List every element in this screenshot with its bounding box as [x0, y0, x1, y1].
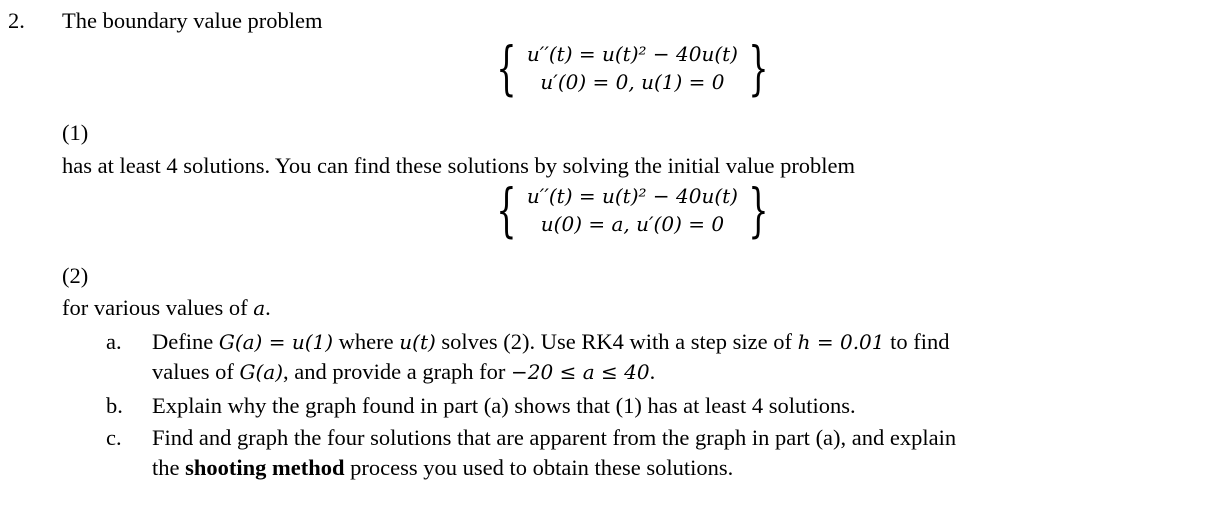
for-values-prefix: for various values of — [62, 295, 254, 320]
problem-number: 2. — [8, 8, 25, 33]
equation-2-line-1: u′′(t) = u(t)² − 40u(t) — [526, 184, 738, 208]
part-a-line-1 — [152, 327, 950, 357]
part-a-text: Define — [152, 329, 219, 354]
part-b-marker: b. — [106, 393, 123, 418]
equation-system-2 — [488, 176, 777, 244]
part-b-text: Explain why the graph found in part (a) shows that (1) has at least 4 solutions. — [152, 393, 856, 418]
part-a-text: where — [333, 329, 400, 354]
part-a-text: , and provide a graph for — [283, 359, 512, 384]
left-brace: { — [496, 34, 517, 102]
problem-sentence-2: has at least 4 solutions. You can find these solutions by solving the initial value problem — [62, 153, 856, 178]
for-values-line — [62, 293, 271, 323]
shooting-method-term: shooting method — [185, 455, 345, 480]
part-a-marker: a. — [106, 329, 122, 354]
right-brace: } — [748, 176, 769, 244]
equation-2-line-2: u(0) = a, u′(0) = 0 — [540, 212, 725, 236]
math-u-t: u(t) — [399, 330, 436, 354]
part-a-text: solves (2). Use RK4 with a step size of — [435, 329, 798, 354]
math-step-size: h = 0.01 — [797, 330, 885, 354]
part-c-text: process you used to obtain these solutions. — [344, 455, 734, 480]
right-brace: } — [748, 34, 769, 102]
math-g-a: G(a) — [239, 360, 283, 384]
part-c-text: the — [152, 455, 186, 480]
equation-label-2: (2) — [62, 263, 89, 288]
math-g-def: G(a) = u(1) — [218, 330, 334, 354]
part-c-line-2 — [152, 453, 733, 483]
problem-intro: The boundary value problem — [62, 8, 323, 33]
part-a-text: . — [649, 359, 656, 384]
part-a-line-2 — [152, 357, 655, 387]
part-a-text: values of — [152, 359, 240, 384]
variable-a: a — [253, 296, 266, 320]
equation-1-line-1: u′′(t) = u(t)² − 40u(t) — [526, 42, 738, 66]
equation-label-1: (1) — [62, 120, 89, 145]
equation-system-1 — [488, 34, 777, 102]
equation-1-line-2: u′(0) = 0, u(1) = 0 — [540, 70, 725, 94]
left-brace: { — [496, 176, 517, 244]
part-c-marker: c. — [106, 425, 122, 450]
part-a-text: to find — [884, 329, 950, 354]
math-range: −20 ≤ a ≤ 40 — [511, 360, 650, 384]
for-values-suffix: . — [265, 295, 271, 320]
part-c-line-1: Find and graph the four solutions that are apparent from the graph in part (a), and explain — [152, 425, 957, 450]
